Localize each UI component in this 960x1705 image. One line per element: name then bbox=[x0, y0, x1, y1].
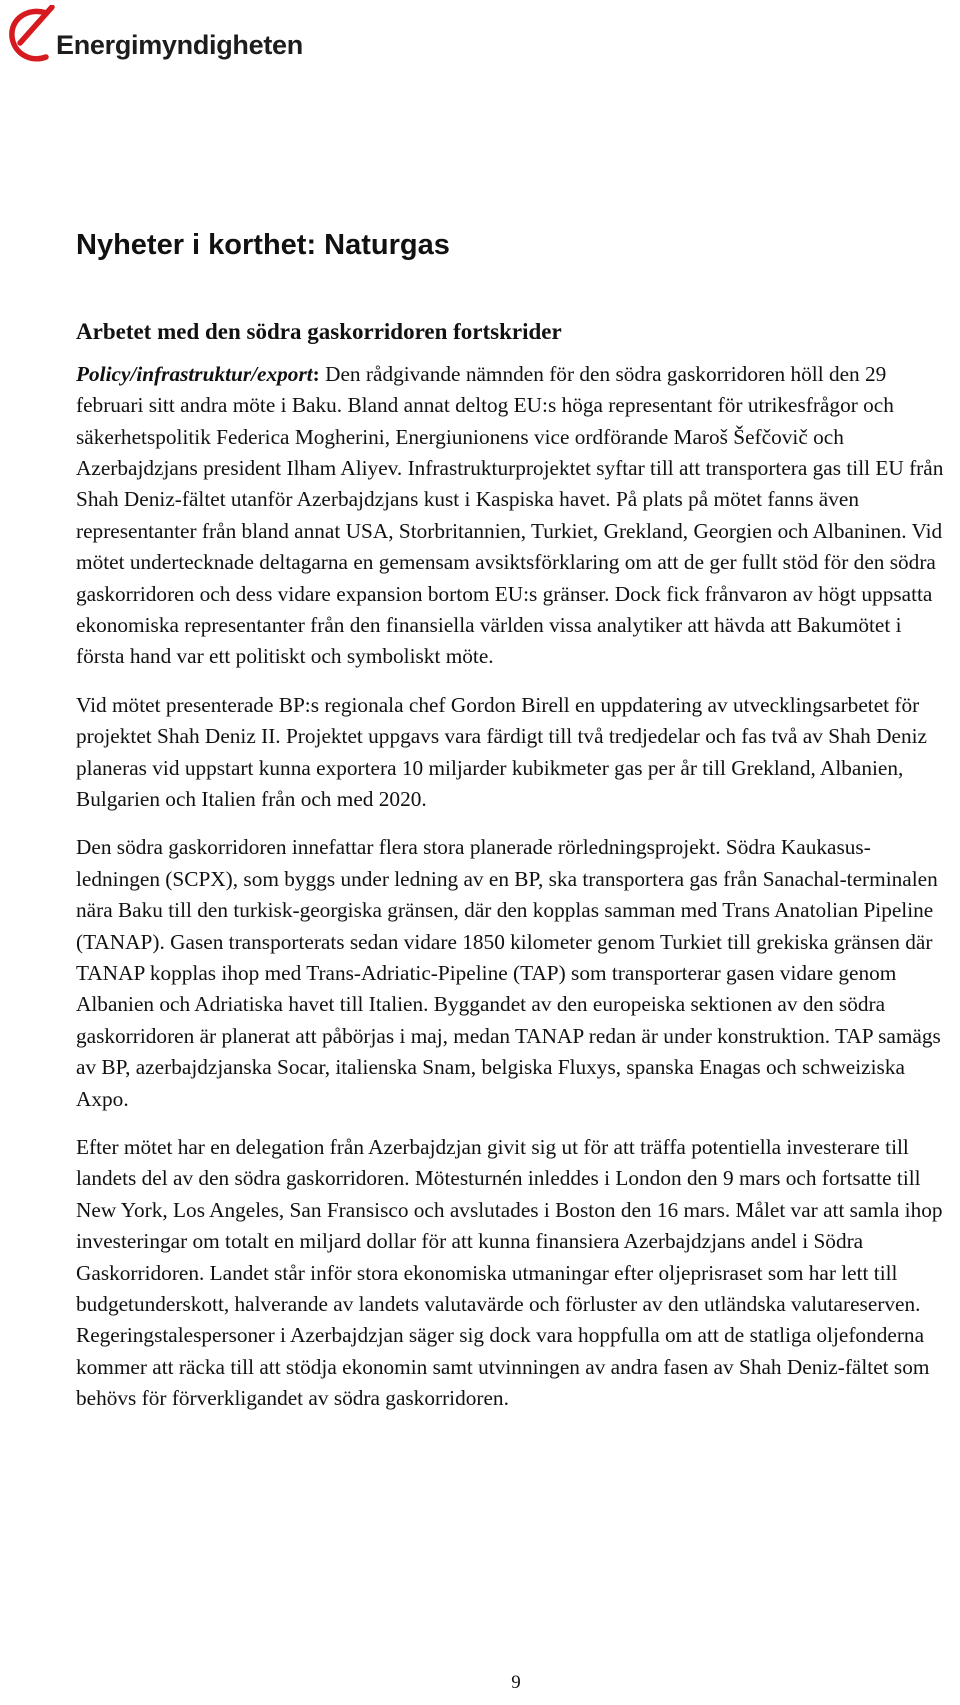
article bbox=[76, 228, 946, 1415]
category-separator: : bbox=[312, 361, 320, 386]
logo-wordmark: Energimyndigheten bbox=[56, 29, 303, 60]
article-paragraph-4: Efter mötet har en delegation från Azerbajdzjan givit sig ut för att träffa potentiella investerare till landets del av den södra gaskorridoren. Mötesturnén inleddes i London den 9 mars och fortsatte till New York, Los Angeles, San Fransisco och avslutades i Boston den 16 mars. Målet var att samla ihop investeringar om totalt en miljard dollar för att kunna finansiera Azerbajdzjans andel i Södra Gaskorridoren. Landet står inför stora ekonomiska utmaningar efter oljeprisraset som har lett till budgetunderskott, halverande av landets valutavärde och förluster av den utländska valutareserven. Regeringstalespersoner i Azerbajdzjan säger sig dock vara hoppfulla om att de statliga oljefonderna kommer att räcka till att stödja ekonomin samt utvinningen av andra fasen av Shah Deniz-fältet som behövs för förverkligandet av södra gaskorridoren. bbox=[76, 1135, 943, 1411]
section-heading: Arbetet med den södra gaskorridoren fortskrider bbox=[76, 318, 562, 344]
category-tag: Policy/infrastruktur/export bbox=[76, 361, 313, 386]
article-paragraph-1 bbox=[76, 359, 946, 673]
page-number: 9 bbox=[511, 1672, 521, 1693]
paragraph-1-text: Den rådgivande nämnden för den södra gaskorridoren höll den 29 februari sitt andra möte i Baku. Bland annat deltog EU:s höga representant för utrikesfrågor och säkerhetspolitik Federica Mogherini, Energiunionens vice ordförande Maroš Šefčovič och Azerbajdzjans president Ilham Aliyev. Infrastrukturprojektet syftar till att transportera gas till EU från Shah Deniz-fältet utanför Azerbajdzjans kust i Kaspiska havet. På plats på mötet fanns även representanter från bland annat USA, Storbritannien, Turkiet, Grekland, Georgien och Albaninen. Vid mötet undertecknade deltagarna en gemensam avsiktsförklaring om att de ger fullt stöd för den södra gaskorridoren och dess vidare expansion bortom EU:s gränser. Dock fick frånvaron av högt uppsatta ekonomiska representanter från den finansiella världen vissa analytiker att hävda att Bakumötet i första hand var ett politiskt och symboliskt möte. bbox=[76, 361, 944, 669]
article-paragraph-2: Vid mötet presenterade BP:s regionala chef Gordon Birell en uppdatering av utvecklingsarbetet för projektet Shah Deniz II. Projektet uppgavs vara färdigt till två tredjedelar och fas två av Shah Deniz planeras vid uppstart kunna exportera 10 miljarder kubikmeter gas per år till Grekland, Albanien, Bulgarien och Italien från och med 2020. bbox=[76, 692, 927, 811]
energimyndigheten-logo bbox=[6, 5, 303, 67]
page-title: Nyheter i korthet: Naturgas bbox=[76, 229, 450, 261]
article-paragraph-3: Den södra gaskorridoren innefattar flera stora planerade rörledningsprojekt. Södra Kaukasus-ledningen (SCPX), som byggs under ledning av en BP, ska transportera gas från Sanachal-terminalen nära Baku till den turkisk-georgiska gränsen, där den kopplas samman med Trans Anatolian Pipeline (TANAP). Gasen transporterats sedan vidare 1850 kilometer genom Turkiet till grekiska gränsen där TANAP kopplas ihop med Trans-Adriatic-Pipeline (TAP) som transporterar gasen vidare genom Albanien och Adriatiska havet till Italien. Byggandet av den europeiska sektionen av den södra gaskorridoren är planerat att påbörjas i maj, medan TANAP redan är under konstruktion. TAP samägs av BP, azerbajdzjanska Socar, italienska Snam, belgiska Fluxys, spanska Enagas och schweiziska Axpo. bbox=[76, 835, 941, 1111]
